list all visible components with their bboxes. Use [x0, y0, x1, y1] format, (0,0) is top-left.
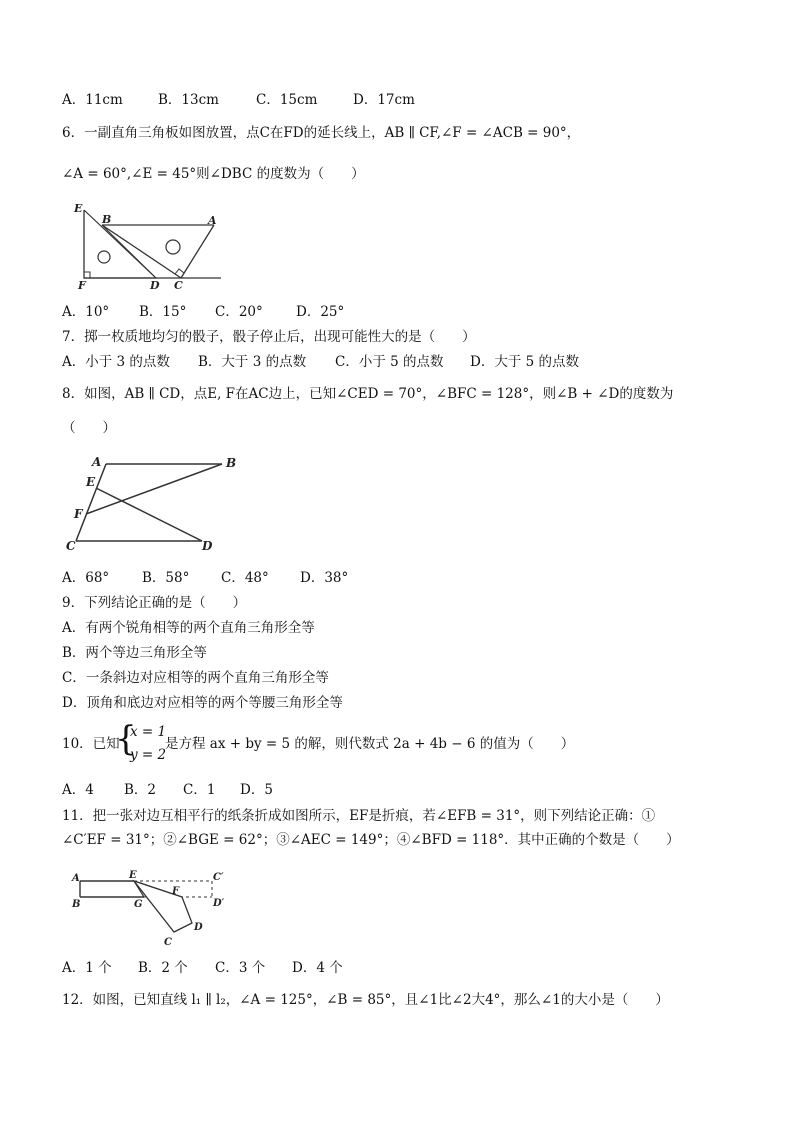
q6-line-bc: [102, 225, 181, 278]
q5-option-c: C．15cm: [256, 92, 318, 108]
q6-figure: [66, 198, 226, 290]
q11-label-c-prime: C′: [213, 872, 224, 883]
q6-option-b: B．15°: [139, 304, 187, 320]
q11-figure: [64, 866, 240, 950]
q6-label-b: B: [102, 213, 112, 226]
q5-option-d: D．17cm: [353, 92, 415, 108]
q10-eq1: x = 1: [130, 724, 167, 740]
q8-label-f: F: [74, 507, 83, 521]
q11-label-d-prime: D′: [213, 898, 225, 909]
q11-label-b: B: [72, 899, 81, 910]
q11-label-g: G: [134, 899, 143, 910]
q11-option-a: A．1 个: [62, 960, 112, 976]
q6-question-line1: 6．一副直角三角板如图放置，点C在FD的延长线上，AB ∥ CF,∠F = ∠ACB = 90°，: [62, 125, 581, 141]
q11-label-c: C: [164, 937, 172, 948]
q8-label-e: E: [86, 475, 96, 489]
q6-line-bd: [102, 225, 156, 278]
q10-prefix: 10．已知: [62, 736, 120, 752]
q8-option-a: A．68°: [62, 570, 110, 586]
q8-label-a: A: [92, 455, 102, 469]
q10-option-c: C．1: [183, 782, 216, 798]
q7-option-d: D．大于 5 的点数: [470, 354, 579, 370]
q8-question-line1: 8．如图，AB ∥ CD，点E, F在AC边上，已知∠CED = 70°，∠BFC = 128°，则∠B + ∠D的度数为: [62, 386, 674, 402]
q6-label-a: A: [208, 214, 217, 227]
q7-question: 7．掷一枚质地均匀的骰子，骰子停止后，出现可能性大的是（ ）: [62, 329, 476, 345]
q7-option-a: A．小于 3 的点数: [62, 354, 170, 370]
q8-question-line2: （ ）: [62, 420, 116, 436]
q6-hole-left: [98, 251, 110, 263]
q10-option-b: B．2: [124, 782, 157, 798]
q11-label-d: D: [194, 922, 203, 933]
q11-label-f: F: [172, 886, 180, 897]
q8-label-d: D: [202, 539, 213, 553]
q12-question: 12．如图，已知直线 l₁ ∥ l₂，∠A = 125°，∠B = 85°，且∠1比∠2大4°，那么∠1的大小是（ ）: [62, 992, 669, 1008]
q9-question: 9．下列结论正确的是（ ）: [62, 595, 247, 611]
q5-option-b: B．13cm: [158, 92, 219, 108]
q8-label-b: B: [226, 456, 237, 470]
q6-label-d: D: [150, 279, 160, 290]
q7-option-b: B．大于 3 的点数: [198, 354, 307, 370]
q8-line-fb: [86, 464, 222, 514]
q6-option-a: A．10°: [62, 304, 110, 320]
q11-label-a: A: [72, 873, 80, 884]
q8-label-c: C: [66, 539, 76, 553]
q10-suffix: 是方程 ax + by = 5 的解，则代数式 2a + 4b − 6 的值为（ ）: [165, 736, 575, 752]
q6-line-ac: [181, 225, 214, 278]
q7-option-c: C．小于 5 的点数: [335, 354, 444, 370]
q10-brace: {: [115, 719, 137, 759]
q11-folded-part: [134, 881, 192, 932]
q6-label-f: F: [78, 279, 86, 290]
q8-figure: [62, 450, 242, 556]
q11-label-e: E: [129, 870, 137, 881]
q8-line-ed: [96, 488, 202, 541]
q11-question-line1: 11．把一张对边互相平行的纸条折成如图所示，EF是折痕，若∠EFB = 31°，则下列结论正确：①: [62, 808, 656, 824]
q11-option-d: D．4 个: [292, 960, 343, 976]
q9-option-a: A．有两个锐角相等的两个直角三角形全等: [62, 620, 315, 636]
q6-question-line2: ∠A = 60°,∠E = 45°则∠DBC 的度数为（ ）: [62, 166, 365, 182]
q5-option-a: A．11cm: [62, 92, 123, 108]
q6-label-e: E: [74, 202, 83, 215]
q10-eq2: y = 2: [130, 747, 167, 763]
q8-option-d: D．38°: [300, 570, 349, 586]
q6-label-c: C: [174, 279, 183, 290]
q9-option-b: B．两个等边三角形全等: [62, 645, 207, 661]
q8-option-c: C．48°: [221, 570, 269, 586]
q10-option-a: A．4: [62, 782, 94, 798]
q11-option-b: B．2 个: [138, 960, 188, 976]
q6-option-d: D．25°: [296, 304, 345, 320]
q10-option-d: D．5: [240, 782, 273, 798]
q6-option-c: C．20°: [215, 304, 263, 320]
q11-option-c: C．3 个: [215, 960, 266, 976]
q8-option-b: B．58°: [142, 570, 190, 586]
q9-option-c: C．一条斜边对应相等的两个直角三角形全等: [62, 670, 329, 686]
q9-option-d: D．顶角和底边对应相等的两个等腰三角形全等: [62, 695, 343, 711]
q11-question-line2: ∠C′EF = 31°；②∠BGE = 62°；③∠AEC = 149°；④∠BFD = 118°．其中正确的个数是（ ）: [62, 832, 680, 848]
q6-hole-right: [166, 240, 180, 254]
